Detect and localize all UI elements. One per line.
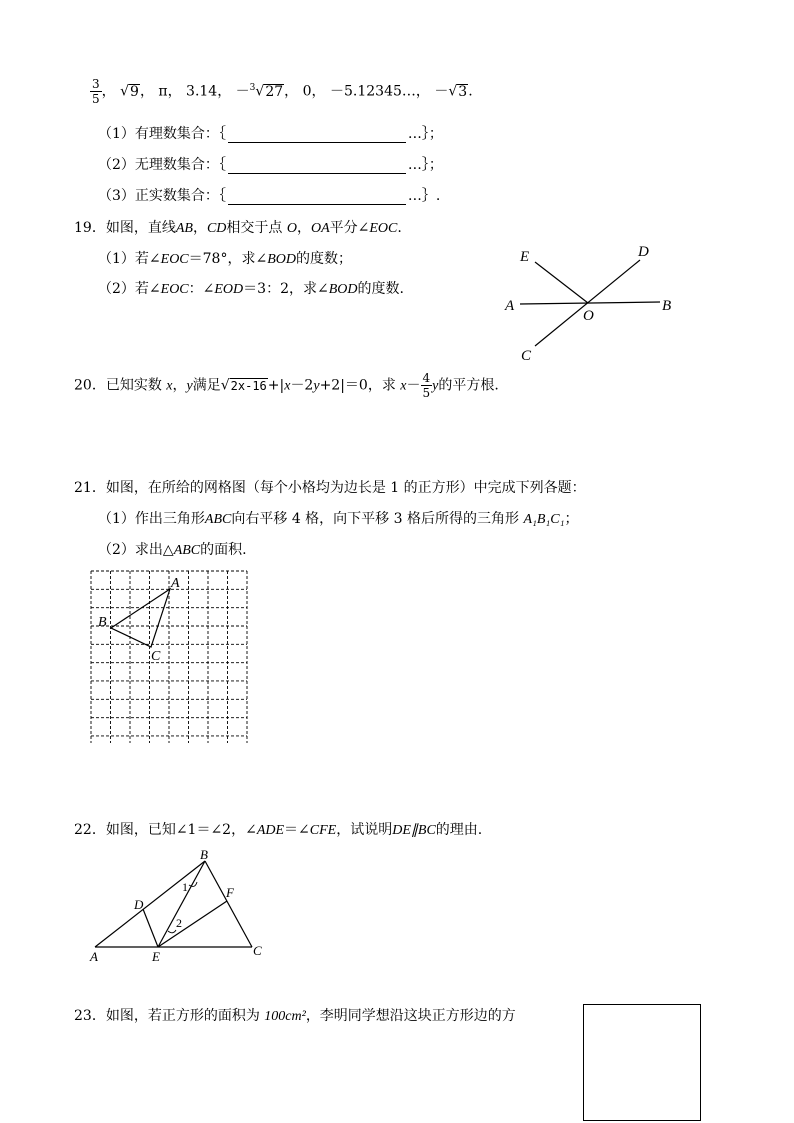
label-f: F — [226, 885, 234, 900]
q20-text: 20．已知实数 x，y满足√2x-16+|x－2y+2|＝0，求 x－ $\frac{4}{5}$ y的平方根. — [74, 371, 499, 400]
sqrt-3: 3 — [458, 83, 468, 100]
q22-text: 22．如图，已知∠1＝∠2，∠ADE＝∠CFE，试说明DE∥BC的理由. — [74, 822, 483, 838]
answer-blank[interactable] — [228, 160, 406, 174]
q21-title: 21．如图，在所给的网格图（每个小格均为边长是 1 的正方形）中完成下列各题： — [74, 480, 586, 496]
num-zero: 0 — [302, 83, 312, 100]
label-e: E — [520, 249, 530, 265]
q19-title: 19．如图，直线AB，CD相交于点 O，OA平分∠EOC. — [74, 220, 402, 236]
answer-blank[interactable] — [228, 129, 406, 143]
label-e: E — [152, 949, 160, 964]
answer-blank[interactable] — [228, 191, 406, 205]
num-5-12345: －5.12345… — [329, 83, 416, 100]
q23-text: 23．如图，若正方形的面积为 100cm²，李明同学想沿这块正方形边的方 — [74, 1008, 516, 1024]
q19-figure — [495, 236, 690, 366]
q21-part-2: （2）求出△ABC的面积. — [98, 542, 247, 558]
label-c: C — [253, 943, 262, 958]
label-c: C — [521, 348, 532, 364]
pi: π — [158, 83, 168, 100]
q19-part-2: （2）若∠EOC：∠EOD＝3：2，求∠BOD的度数. — [98, 281, 404, 297]
q22-figure — [85, 845, 270, 965]
label-c: C — [151, 649, 161, 664]
q18-item-3: （3）正实数集合：｛ …｝. — [98, 188, 441, 204]
label-a: A — [505, 298, 515, 314]
label-a: A — [90, 949, 98, 964]
num-3-14: 3.14 — [186, 83, 218, 100]
q19-part-1: （1）若∠EOC＝78°，求∠BOD的度数； — [98, 251, 352, 267]
cbrt-27: 27 — [265, 83, 284, 100]
label-b: B — [662, 298, 672, 314]
q18-item-1: （1）有理数集合：｛ …｝； — [98, 126, 443, 142]
fraction-3-5: $\frac{3}{5}$ — [92, 77, 100, 106]
q18-numbers: $\frac{3}{5}$ ， √9， π， 3.14， －$^3$√27， 0， －5.12345…， －√3. — [92, 77, 473, 106]
label-b: B — [98, 615, 107, 630]
label-d: D — [638, 244, 649, 260]
fraction-4-5: $\frac{4}{5}$ — [422, 371, 431, 400]
label-d: D — [134, 897, 144, 912]
q21-part-1: （1）作出三角形ABC向右平移 4 格，向下平移 3 格后所得的三角形 A₁B₁C₁； — [98, 511, 579, 527]
sqrt-9: 9 — [130, 83, 139, 100]
angle-1-label: 1 — [182, 880, 188, 894]
cbrt-index: 3 — [249, 82, 256, 93]
q21-grid-figure — [85, 565, 255, 750]
label-o: O — [583, 308, 594, 324]
q18-item-2: （2）无理数集合：｛ …｝； — [98, 157, 443, 173]
q23-square — [583, 1004, 701, 1121]
label-a: A — [171, 576, 180, 591]
label-b: B — [200, 847, 208, 862]
angle-2-label: 2 — [176, 916, 182, 930]
